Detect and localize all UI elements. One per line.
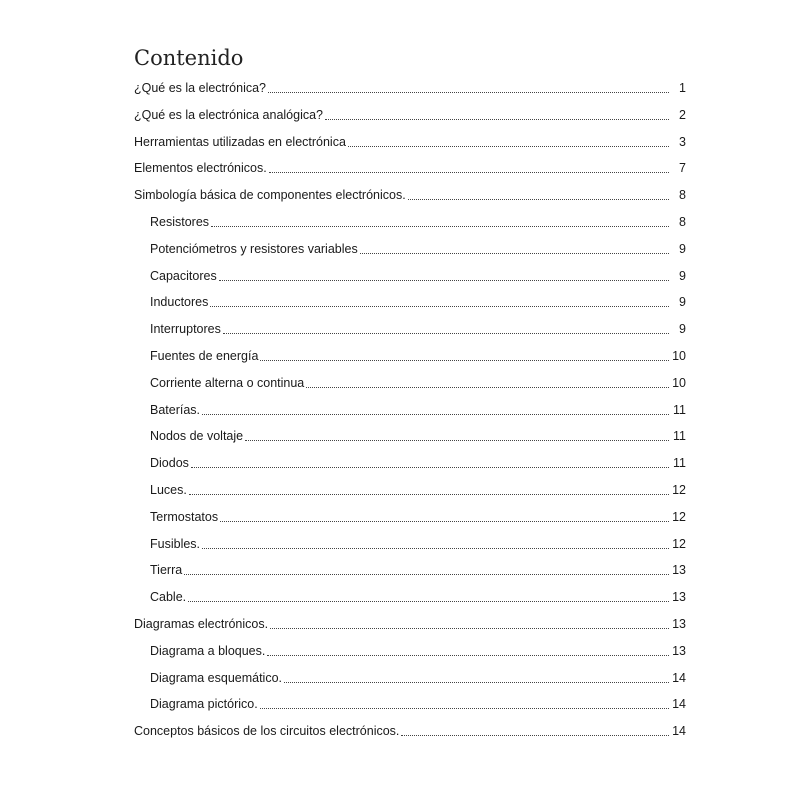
toc-entry-page-number: 11 <box>673 456 686 471</box>
toc-entry[interactable] <box>150 210 686 230</box>
toc-entry-label: Fuentes de energía <box>150 349 259 363</box>
toc-dot-leader <box>188 600 669 602</box>
toc-entry-page-number: 11 <box>673 402 686 417</box>
toc-dot-leader <box>306 386 669 388</box>
toc-entry-page-number: 12 <box>672 483 686 497</box>
toc-entry[interactable] <box>150 505 686 525</box>
toc-entry-label: Conceptos básicos de los circuitos electrónicos. <box>134 724 400 739</box>
toc-entry-label: ¿Qué es la electrónica analógica? <box>134 107 324 122</box>
toc-entry-label: Herramientas utilizadas en electrónica <box>134 134 346 149</box>
toc-entry-page-number: 14 <box>672 724 686 739</box>
toc-entry-label: Termostatos <box>150 509 219 524</box>
toc-title: Contenido <box>134 46 244 70</box>
toc-entry[interactable] <box>150 666 686 686</box>
toc-entry-page-number: 14 <box>672 697 686 712</box>
toc-entry-page-number: 8 <box>679 215 686 229</box>
toc-entry-page-number: 12 <box>672 536 686 551</box>
toc-dot-leader <box>184 573 669 575</box>
toc-entry-label: Diagrama esquemático. <box>150 670 283 685</box>
toc-entry-label: Resistores <box>150 215 210 229</box>
toc-dot-leader <box>267 654 669 656</box>
toc-dot-leader <box>348 145 669 147</box>
toc-entry[interactable] <box>134 183 686 203</box>
toc-entry[interactable] <box>150 585 686 605</box>
toc-entry-page-number: 3 <box>679 134 686 149</box>
toc-entry[interactable] <box>150 424 686 444</box>
toc-entry[interactable] <box>150 264 686 284</box>
toc-entry-label: Luces. <box>150 483 187 497</box>
toc-entry-page-number: 13 <box>672 590 686 605</box>
toc-dot-leader <box>401 734 669 736</box>
toc-dot-leader <box>268 91 669 93</box>
toc-entry[interactable] <box>150 290 686 310</box>
toc-dot-leader <box>191 466 669 468</box>
toc-dot-leader <box>269 171 669 173</box>
toc-dot-leader <box>260 359 669 361</box>
toc-dot-leader <box>210 305 669 307</box>
toc-entry[interactable] <box>134 156 686 176</box>
toc-entry-page-number: 9 <box>679 322 686 337</box>
toc-entry-label: Diodos <box>150 456 189 471</box>
toc-entry[interactable] <box>150 558 686 578</box>
toc-dot-leader <box>219 279 669 281</box>
toc-entry-page-number: 12 <box>672 509 686 524</box>
toc-entry[interactable] <box>150 317 686 337</box>
toc-entry-label: Nodos de voltaje <box>150 429 244 444</box>
toc-entry[interactable] <box>134 719 686 739</box>
toc-dot-leader <box>220 520 669 522</box>
toc-entry-label: Diagramas electrónicos. <box>134 617 269 631</box>
toc-entry-label: Diagrama pictórico. <box>150 697 258 712</box>
toc-entry-page-number: 9 <box>679 241 686 256</box>
toc-dot-leader <box>245 439 669 441</box>
toc-entry-label: Interruptores <box>150 322 221 337</box>
toc-entry[interactable] <box>150 237 686 257</box>
toc-entry-label: Simbología básica de componentes electrónicos. <box>134 188 406 203</box>
toc-entry-page-number: 13 <box>672 643 686 658</box>
toc-entry-label: Cable. <box>150 590 187 605</box>
toc-entry[interactable] <box>150 692 686 712</box>
toc-entry[interactable] <box>150 398 686 418</box>
toc-entry-label: ¿Qué es la electrónica? <box>134 81 267 95</box>
toc-entry[interactable] <box>134 76 686 96</box>
toc-entry-page-number: 14 <box>672 670 686 685</box>
toc-dot-leader <box>202 413 669 415</box>
toc-entry[interactable] <box>150 532 686 552</box>
toc-entry-page-number: 10 <box>672 349 686 363</box>
toc-entry-label: Corriente alterna o continua <box>150 375 305 390</box>
toc-dot-leader <box>325 118 669 120</box>
toc-dot-leader <box>223 332 669 334</box>
toc-entry-label: Diagrama a bloques. <box>150 643 266 658</box>
toc-dot-leader <box>360 252 669 254</box>
toc-entry-page-number: 2 <box>679 107 686 122</box>
toc-entry-label: Potenciómetros y resistores variables <box>150 241 358 256</box>
toc-dot-leader <box>408 198 669 200</box>
toc-dot-leader <box>211 225 669 227</box>
toc-dot-leader <box>284 681 669 683</box>
toc-entry-page-number: 11 <box>673 429 686 444</box>
toc-dot-leader <box>260 707 669 709</box>
toc-entry[interactable] <box>150 371 686 391</box>
toc-entry[interactable] <box>150 478 686 498</box>
toc-entry[interactable] <box>150 639 686 659</box>
toc-entry-label: Fusibles. <box>150 536 201 551</box>
toc-entry-page-number: 10 <box>672 375 686 390</box>
toc-entry-page-number: 13 <box>672 563 686 578</box>
toc-entry[interactable] <box>134 612 686 632</box>
toc-dot-leader <box>202 547 669 549</box>
toc-entry[interactable] <box>134 103 686 123</box>
toc-entry-label: Tierra <box>150 563 183 578</box>
toc-entry-page-number: 9 <box>679 295 686 310</box>
toc-entry[interactable] <box>150 344 686 364</box>
toc-entry-page-number: 7 <box>679 161 686 176</box>
toc-entry-page-number: 1 <box>679 81 686 95</box>
toc-dot-leader <box>270 627 669 629</box>
toc-entry-page-number: 9 <box>679 268 686 283</box>
toc-entry-page-number: 13 <box>672 617 686 631</box>
toc-entry[interactable] <box>134 130 686 150</box>
toc-entry-label: Capacitores <box>150 268 217 283</box>
toc-entry[interactable] <box>150 451 686 471</box>
toc-entry-label: Baterías. <box>150 402 201 417</box>
toc-entry-label: Elementos electrónicos. <box>134 161 267 176</box>
toc-entry-page-number: 8 <box>679 188 686 203</box>
toc-dot-leader <box>189 493 669 495</box>
toc-entry-label: Inductores <box>150 295 209 310</box>
